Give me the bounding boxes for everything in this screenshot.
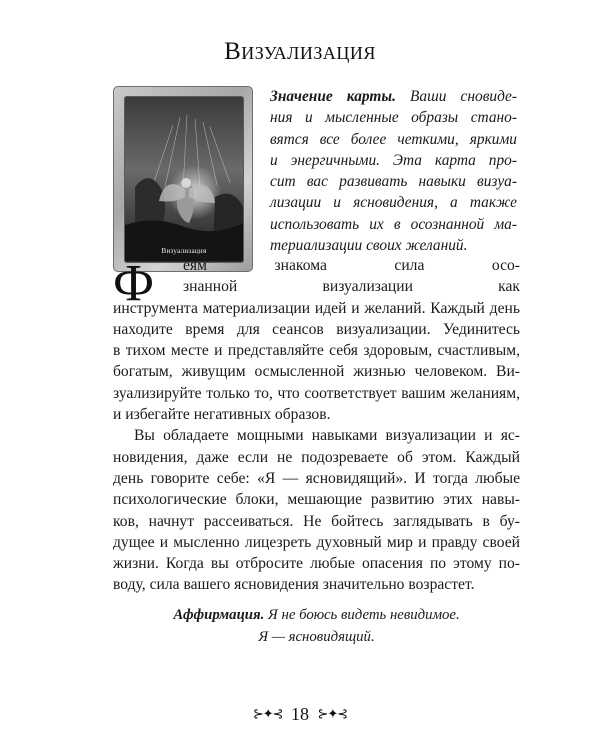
meaning-line: и энергичными. Эта карта про- (270, 151, 517, 169)
ornament-right-icon: ⊱✦⊰ (317, 706, 348, 721)
body-line: воду, сила вашего ясновидения значительно возрастет. (113, 576, 475, 594)
page-number: 18 (291, 704, 309, 724)
body-line: новидения, даже если не подозреваете об этом. Каждый (113, 448, 520, 466)
meaning-line: ния и мысленные образы стано- (270, 109, 517, 127)
page-title: Визуализация (224, 38, 376, 65)
card-caption: Визуализация (161, 247, 207, 255)
body-line: дущее и мысленно лицезреть духовный мир и правду своей (113, 533, 520, 551)
meaning-line: териализации своих желаний. (270, 237, 468, 255)
meaning-line: вятся все более четкими, яркими (270, 130, 517, 148)
body-line: знанной визуализации как (183, 278, 520, 296)
body-line: инструмента материализации идей и желаний. Каждый день (113, 299, 520, 317)
card-meaning (270, 86, 517, 256)
body-line: психологические блоки, мешающие развитию этих навы- (113, 491, 520, 509)
body-line: богатым, живущим осмысленной жизнью человеком. Ви- (113, 363, 520, 381)
affirmation-lead: Аффирмация. (173, 607, 265, 623)
card-artwork (124, 96, 244, 263)
affirmation-line-2: Я — ясновидящий. (258, 629, 375, 645)
meaning-line: лизации и ясновидения, а также (270, 194, 517, 212)
body-line: Вы обладаете мощными навыками визуализации и яс- (134, 427, 520, 445)
body-line: находите время для сеансов визуализации. Уединитесь (113, 320, 520, 338)
meaning-line: Значение карты. Ваши сновиде- (270, 88, 517, 105)
meaning-line: использовать их в осознанной ма- (270, 215, 517, 233)
body-line: день говорите себе: «Я — ясновидящий». И тогда любые (113, 469, 520, 487)
body-line: зуализируйте только то, что соответствует вашим желаниям, (113, 384, 520, 402)
body-line: еям знакома сила осо- (183, 257, 520, 274)
affirmation-line-1: Аффирмация. Я не боюсь видеть невидимое. (173, 607, 460, 623)
body-line: и избегайте негативных образов. (113, 406, 331, 424)
body-line: в тихом месте и представляйте себя здоровым, счастливым, (113, 342, 520, 360)
page-footer (0, 704, 600, 725)
oracle-card-image (113, 86, 253, 272)
affirmation (113, 604, 520, 648)
ornament-left-icon: ⊱✦⊰ (252, 706, 283, 721)
drop-cap: Ф (113, 255, 155, 312)
meaning-lead: Значение карты. (270, 88, 396, 105)
body-text (113, 255, 520, 596)
body-line: ков, начнут рассеиваться. Не бойтесь заглядывать в бу- (113, 512, 520, 530)
body-line: жизни. Когда вы отбросите любые опасения по этому по- (113, 555, 520, 573)
fairy-illustration (125, 97, 243, 261)
meaning-line: сит вас развивать навыки визуа- (270, 173, 517, 191)
